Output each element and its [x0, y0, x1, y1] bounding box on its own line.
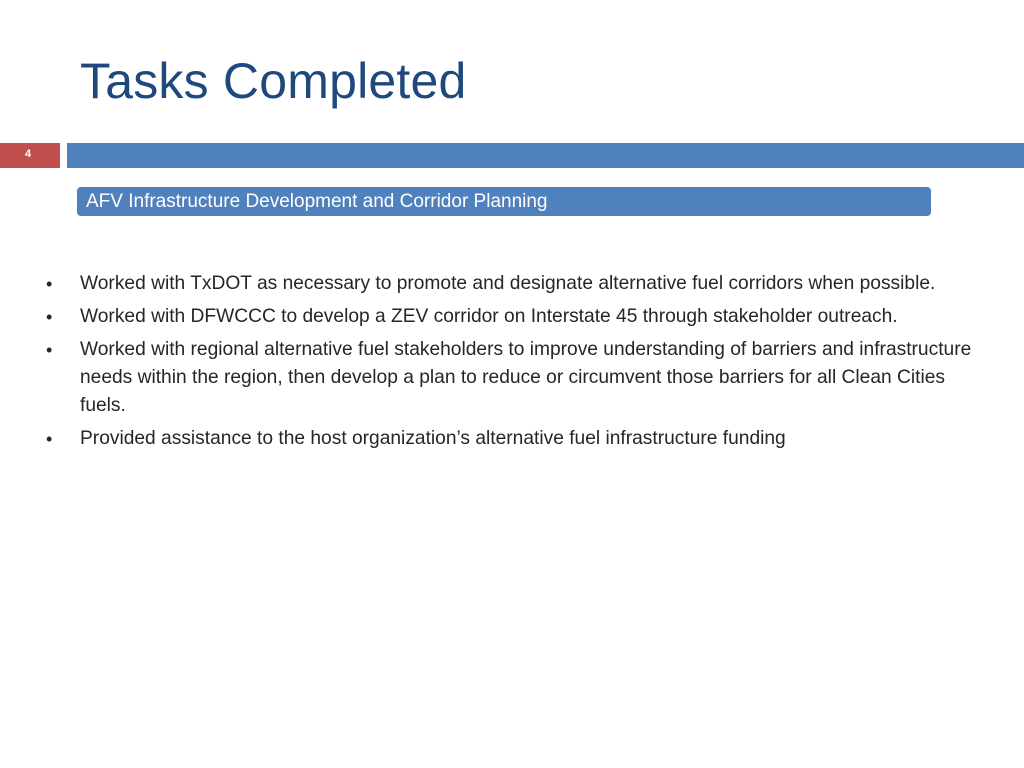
section-banner-label: AFV Infrastructure Development and Corridor Planning: [86, 191, 548, 212]
bullet-item: [46, 336, 990, 420]
bullet-item: [46, 425, 990, 453]
slide-number-badge: [0, 143, 60, 168]
slide-number: 4: [25, 148, 32, 160]
bullet-item: [46, 270, 990, 298]
bullet-text: Provided assistance to the host organization’s alternative fuel infrastructure funding: [80, 428, 786, 449]
bullet-dot-icon: •: [46, 274, 53, 294]
bullet-text: Worked with DFWCCC to develop a ZEV corridor on Interstate 45 through stakeholder outreach.: [80, 306, 898, 327]
bullet-dot-icon: •: [46, 307, 53, 327]
bullet-text: Worked with regional alternative fuel stakeholders to improve understanding of barriers and infrastructure needs within the region, then develop a plan to reduce or circumvent those barriers for all Clean Cities fuels.: [80, 339, 972, 416]
header-divider-bar: [67, 143, 1024, 168]
bullet-text: Worked with TxDOT as necessary to promote and designate alternative fuel corridors when possible.: [80, 273, 936, 294]
bullet-item: [46, 303, 990, 331]
slide-title: Tasks Completed: [80, 53, 467, 109]
bullet-list: [46, 270, 990, 458]
bullet-dot-icon: •: [46, 429, 53, 449]
bullet-dot-icon: •: [46, 340, 53, 360]
section-banner: [77, 187, 931, 216]
